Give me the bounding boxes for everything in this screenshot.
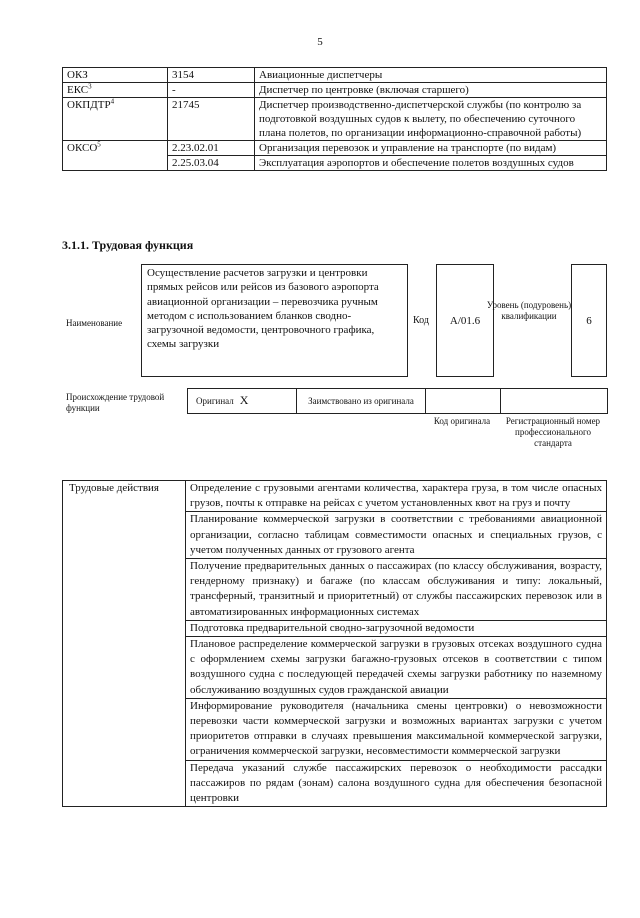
classifier-name: Организация перевозок и управление на транспорте (по видам)	[255, 141, 607, 156]
classifier-code-text: ОКЗ	[67, 69, 88, 81]
original-label: Оригинал	[196, 396, 234, 406]
borrowed-label: Заимствовано из оригинала	[308, 395, 414, 406]
borrowed-cell	[297, 389, 426, 414]
page-number: 5	[317, 36, 323, 48]
classifier-row	[63, 98, 607, 141]
footnote-ref: 3	[88, 82, 92, 91]
classifier-number: 3154	[168, 68, 255, 83]
classifier-number: 21745	[168, 98, 255, 141]
function-name: Осуществление расчетов загрузки и центровки прямых рейсов или рейсов из базового аэропорта авиационной организации – перевозчика ручным методом с использованием бланков сводно-загрузочной ведомости, центровочного графика, схемы загрузки	[147, 267, 379, 351]
name-label: Наименование	[66, 318, 123, 328]
classifier-code	[63, 68, 168, 83]
action-row	[63, 481, 607, 512]
original-mark: X	[239, 393, 249, 407]
footnote-ref: 4	[110, 97, 115, 106]
action-item: Плановое распределение коммерческой загрузки в грузовых отсеках воздушного судна с оформлением схемы загрузки багажно-грузовых отсеков в соответствии с типом воздушного судна с последующей передачей схемы загрузки работнику по наземному обслуживанию воздушных судов гражданской авиации	[186, 637, 607, 699]
footnote-ref: 5	[97, 140, 101, 149]
reg-number-label: Регистрационный номер профессионального стандарта	[505, 416, 601, 448]
code-original-cell	[426, 389, 501, 414]
actions-label: Трудовые действия	[63, 481, 186, 807]
action-item: Получение предварительных данных о пассажирах (по классу обслуживания, возрасту, гендерному признаку) и багаже (по классам обслуживания и типу: локальный, трансферный, транзитный и приоритетный) от службы пассажирских перевозок или в автоматизированных информационных системах	[186, 559, 607, 621]
classifier-name: Эксплуатация аэропортов и обеспечение полетов воздушных судов	[255, 156, 607, 171]
origin-table	[187, 388, 608, 414]
level-label: Уровень (подуровень) квалификации	[486, 300, 572, 321]
code-label: Код	[413, 315, 429, 326]
classifier-code	[63, 98, 168, 141]
section-title: 3.1.1. Трудовая функция	[62, 238, 194, 252]
classifier-number: 2.23.02.01	[168, 141, 255, 156]
reg-number-cell	[501, 389, 608, 414]
classifier-number: -	[168, 83, 255, 98]
classifier-code	[63, 141, 168, 171]
code-original-label: Код оригинала	[433, 416, 491, 426]
labor-actions-table	[62, 480, 607, 807]
classifier-row	[63, 83, 607, 98]
classifier-code	[63, 83, 168, 98]
function-name-box	[141, 264, 408, 377]
classifier-code-text: ОКСО	[67, 142, 98, 154]
classifier-name: Авиационные диспетчеры	[255, 68, 607, 83]
qualification-level: 6	[586, 314, 592, 327]
action-item: Информирование руководителя (начальника смены центровки) о невозможности перевозки части коммерческой загрузки и возможных вариантах загрузки с учетом приоритетов отправки в случаях превышения максимальной коммерческой загрузки, ограничения коммерческой загрузки, несовместимости коммерческой загрузки	[186, 698, 607, 760]
action-item: Определение с грузовыми агентами количества, характера груза, в том числе опасных грузов, почты к отправке на рейсах с учетом установленных квот на груз и почту	[186, 481, 607, 512]
origin-row	[188, 389, 608, 414]
action-item: Передача указаний службе пассажирских перевозок о необходимости рассадки пассажиров по рядам (зонам) салона воздушного судна для обеспечения безопасной центровки	[186, 760, 607, 807]
classifier-code-text: ЕКС	[67, 84, 89, 96]
classifier-name: Диспетчер производственно-диспетчерской службы (по контролю за подготовкой воздушных судов к вылету, по обеспечению суточного плана полетов, по организации информационно-справочной работы)	[255, 98, 607, 141]
function-code: A/01.6	[449, 314, 481, 327]
classifier-table	[62, 67, 607, 171]
action-item: Планирование коммерческой загрузки в соответствии с требованиями авиационной организации, согласно таблицам совместимости опасных и специальных грузов, с учетом полученных данных от грузового агента	[186, 512, 607, 559]
original-cell	[188, 389, 297, 414]
classifier-code-text: ОКПДТР	[67, 99, 111, 111]
classifier-name: Диспетчер по центровке (включая старшего)	[255, 83, 607, 98]
classifier-row	[63, 141, 607, 156]
qualification-level-box	[571, 264, 607, 377]
classifier-number: 2.25.03.04	[168, 156, 255, 171]
classifier-row	[63, 68, 607, 83]
origin-label: Происхождение трудовой функции	[66, 392, 165, 413]
action-item: Подготовка предварительной сводно-загрузочной ведомости	[186, 620, 607, 636]
